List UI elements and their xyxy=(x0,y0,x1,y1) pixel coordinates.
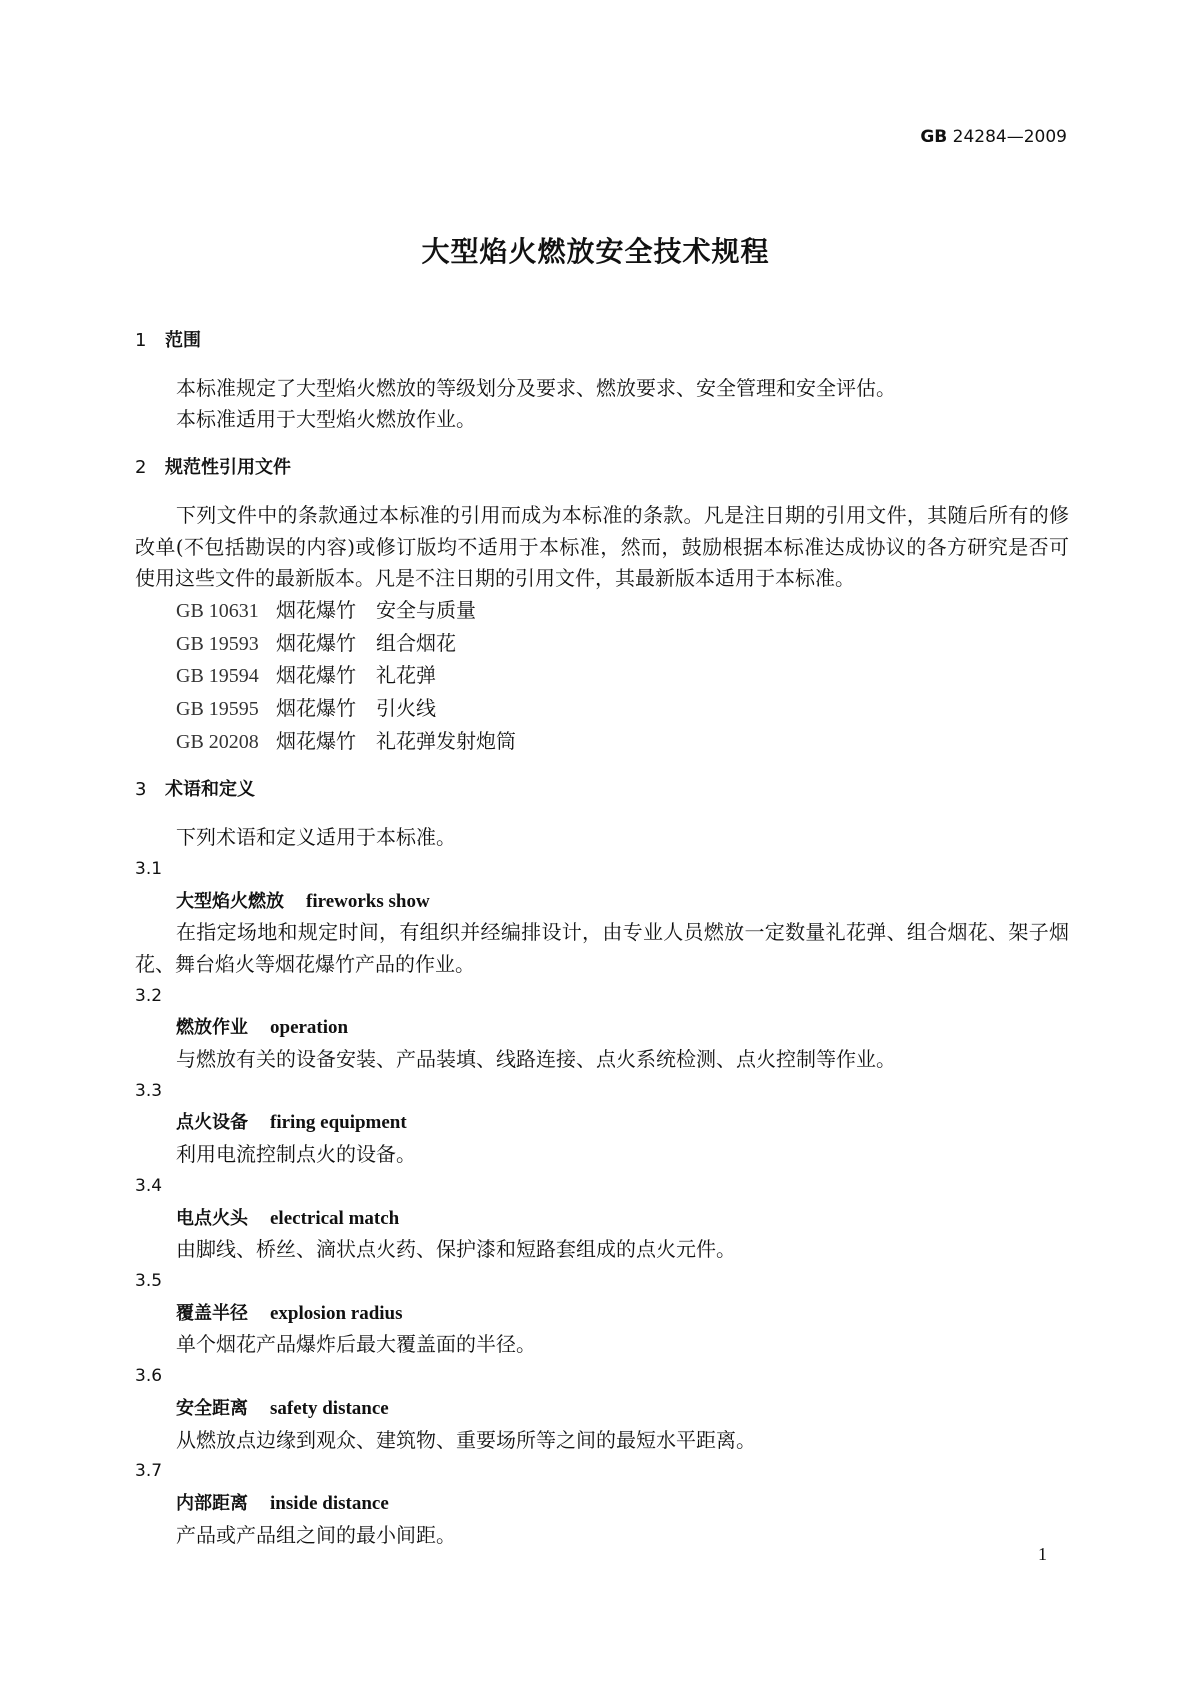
page-title: 大型焰火燃放安全技术规程 xyxy=(421,235,770,268)
term-definition: 从燃放点边缘到观众、建筑物、重要场所等之间的最短水平距离。 xyxy=(176,1427,756,1452)
term-en: electrical match xyxy=(270,1207,400,1229)
reference-category: 烟花爆竹 xyxy=(276,597,356,622)
reference-category: 烟花爆竹 xyxy=(276,696,356,721)
standard-number: 24284—2009 xyxy=(952,127,1067,147)
term-heading xyxy=(135,886,1069,918)
reference-item xyxy=(135,628,1069,661)
term-number: 3.3 xyxy=(135,1080,163,1101)
reference-title: 安全与质量 xyxy=(376,597,476,622)
reference-item xyxy=(135,660,1069,693)
reference-title: 礼花弹发射炮筒 xyxy=(376,728,516,753)
term-en: fireworks show xyxy=(306,890,430,912)
term-definition: 产品或产品组之间的最小间距。 xyxy=(176,1522,456,1547)
section-title: 术语和定义 xyxy=(165,779,255,801)
reference-code: GB 19594 xyxy=(176,665,259,688)
term-zh: 燃放作业 xyxy=(176,1017,248,1039)
reference-item xyxy=(135,595,1069,628)
section-heading-2 xyxy=(135,452,1069,484)
reference-code: GB 10631 xyxy=(176,599,259,622)
term-number: 3.5 xyxy=(135,1270,163,1291)
term-heading xyxy=(135,1298,1069,1330)
section-title: 范围 xyxy=(165,330,201,351)
term-number: 3.7 xyxy=(135,1461,163,1482)
paragraph: 下列文件中的条款通过本标准的引用而成为本标准的条款。凡是注日期的引用文件，其随后所有的修改单(不包括勘误的内容)或修订版均不适用于本标准，然而，鼓励根据本标准达成协议的各方研究是否可使用这些文件的最新版本。凡是不注日期的引用文件，其最新版本适用于本标准。 xyxy=(135,502,1069,591)
paragraph: 本标准适用于大型焰火燃放作业。 xyxy=(176,407,476,432)
term-heading xyxy=(135,1488,1069,1520)
term-number: 3.1 xyxy=(135,858,163,879)
term-heading xyxy=(135,1203,1069,1235)
reference-item xyxy=(135,726,1069,759)
term-en: operation xyxy=(270,1017,349,1039)
reference-code: GB 19595 xyxy=(176,698,259,721)
reference-category: 烟花爆竹 xyxy=(276,663,356,688)
term-zh: 覆盖半径 xyxy=(176,1302,248,1324)
term-definition: 在指定场地和规定时间，有组织并经编排设计，由专业人员燃放一定数量礼花弹、组合烟花、架子烟花、舞台焰火等烟花爆竹产品的作业。 xyxy=(135,920,1069,976)
reference-category: 烟花爆竹 xyxy=(276,630,356,655)
reference-code: GB 19593 xyxy=(176,632,259,655)
term-zh: 安全距离 xyxy=(176,1397,248,1419)
term-heading xyxy=(135,1393,1069,1425)
section-title: 规范性引用文件 xyxy=(165,457,291,479)
document-body xyxy=(135,325,1069,1551)
term-zh: 点火设备 xyxy=(176,1112,248,1134)
term-definition: 利用电流控制点火的设备。 xyxy=(176,1142,416,1167)
term-en: safety distance xyxy=(270,1397,389,1419)
paragraph: 下列术语和定义适用于本标准。 xyxy=(176,825,456,850)
reference-code: GB 20208 xyxy=(176,730,259,753)
term-definition: 与燃放有关的设备安装、产品装填、线路连接、点火系统检测、点火控制等作业。 xyxy=(176,1047,896,1072)
term-zh: 大型焰火燃放 xyxy=(176,890,284,912)
section-heading-1 xyxy=(135,325,1069,357)
paragraph: 本标准规定了大型焰火燃放的等级划分及要求、燃放要求、安全管理和安全评估。 xyxy=(176,375,896,400)
reference-category: 烟花爆竹 xyxy=(276,728,356,753)
section-heading-3 xyxy=(135,774,1069,806)
reference-title: 礼花弹 xyxy=(376,663,436,688)
term-en: inside distance xyxy=(270,1492,389,1514)
term-heading xyxy=(135,1012,1069,1044)
term-heading xyxy=(135,1107,1069,1139)
reference-item xyxy=(135,693,1069,726)
page-number: 1 xyxy=(1038,1544,1047,1564)
reference-title: 引火线 xyxy=(376,696,436,721)
section-number: 2 xyxy=(135,457,147,479)
reference-title: 组合烟花 xyxy=(376,630,456,655)
term-definition: 由脚线、桥丝、滴状点火药、保护漆和短路套组成的点火元件。 xyxy=(176,1237,736,1262)
term-en: explosion radius xyxy=(270,1302,403,1324)
term-number: 3.2 xyxy=(135,985,163,1006)
term-zh: 电点火头 xyxy=(176,1207,248,1229)
term-number: 3.6 xyxy=(135,1366,163,1387)
standard-code xyxy=(920,127,1067,147)
term-number: 3.4 xyxy=(135,1175,163,1196)
term-definition: 单个烟花产品爆炸后最大覆盖面的半径。 xyxy=(176,1332,536,1357)
term-en: firing equipment xyxy=(270,1112,407,1134)
standard-prefix: GB xyxy=(920,127,948,147)
term-zh: 内部距离 xyxy=(176,1492,248,1514)
section-number: 1 xyxy=(135,330,147,351)
section-number: 3 xyxy=(135,779,147,801)
